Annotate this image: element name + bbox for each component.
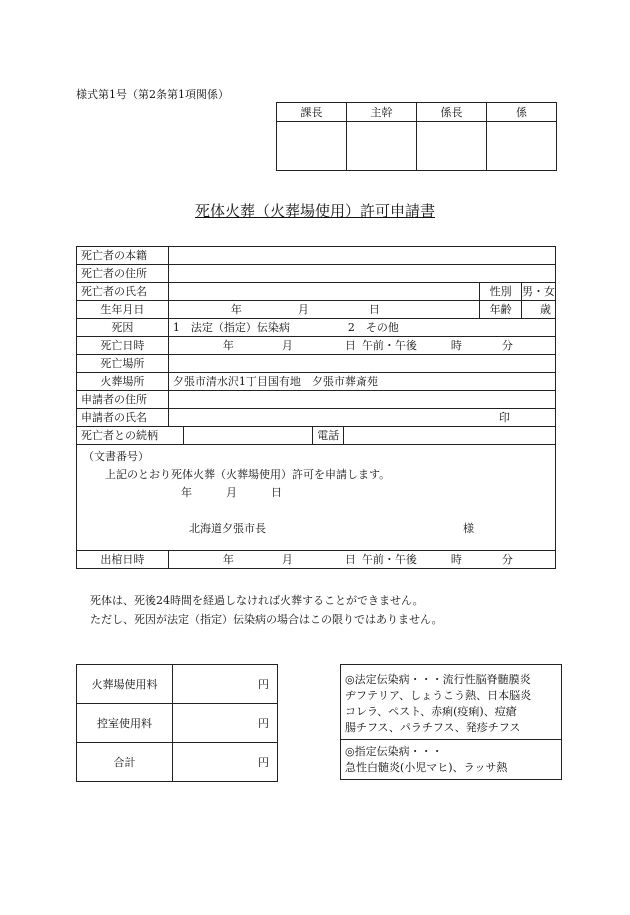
label-kasou-basho: 火葬場所	[77, 373, 169, 391]
page-title: 死体火葬（火葬場使用）許可申請書	[194, 202, 435, 220]
application-form-table	[76, 246, 556, 569]
fee-label: 火葬場使用料	[77, 665, 173, 704]
stamp-header: 課長	[277, 103, 347, 122]
label-shinseisha-jusho: 申請者の住所	[77, 391, 169, 409]
label-shinseisha-shimei: 申請者の氏名	[77, 409, 169, 427]
nen-text: 年	[181, 486, 192, 499]
label-shiin: 死因	[77, 319, 169, 337]
disease-line: コレラ、ペスト、赤痢(疫痢)、痘瘡	[345, 705, 517, 718]
fee-label: 合計	[77, 743, 173, 782]
disease-line: ヂフテリア、しょうこう熱、日本脳炎	[345, 689, 532, 702]
note-line: ただし、死因が法定（指定）伝染病の場合はこの限りではありません。	[90, 613, 443, 626]
fee-amount[interactable]: 円	[173, 743, 278, 782]
addressee: 北海道夕張市長	[189, 522, 266, 535]
shiin-option-1[interactable]: 1 法定（指定）伝染病	[172, 321, 290, 334]
shinseisha-shimei-field[interactable]	[168, 409, 555, 427]
shibou-basho-field[interactable]	[168, 355, 555, 373]
label-jusho: 死亡者の住所	[77, 265, 169, 283]
label-shibou-nichiji: 死亡日時	[77, 337, 169, 355]
shiin-field[interactable]	[168, 319, 555, 337]
label-shibou-basho: 死亡場所	[77, 355, 169, 373]
tsuki-text: 月	[226, 486, 237, 499]
gozen-gogo-text: 午前・午後	[361, 339, 417, 352]
tsuki-text: 月	[281, 339, 293, 352]
shiin-option-2[interactable]: 2 その他	[347, 321, 399, 334]
form-number: 様式第1号（第2条第1項関係）	[76, 88, 229, 101]
ji-text: 時	[450, 339, 462, 352]
shibou-nichiji-field[interactable]	[168, 337, 555, 355]
label-zokugara: 死亡者との続柄	[77, 427, 184, 445]
disease-line: 急性白髄炎(小児マヒ)、ラッサ熱	[345, 761, 508, 774]
disease-line: ◎指定伝染病・・・	[345, 745, 443, 758]
label-denwa: 電話	[313, 427, 344, 445]
ji-text: 時	[450, 553, 462, 566]
hi-text: 日	[344, 339, 356, 352]
label-honseki: 死亡者の本籍	[77, 247, 169, 265]
statement-block	[77, 445, 556, 551]
stamp-cell[interactable]	[277, 122, 347, 171]
tsuki-text: 月	[281, 553, 293, 566]
label-shimei: 死亡者の氏名	[77, 283, 169, 301]
zokugara-field[interactable]	[184, 427, 313, 445]
seibetsu-value[interactable]: 男・女	[521, 283, 555, 301]
shinseisha-jusho-field[interactable]	[168, 391, 555, 409]
stamp-header: 係	[487, 103, 557, 122]
sai-text[interactable]: 歳	[521, 301, 555, 319]
note-line: 死体は、死後24時間を経過しなければ火葬することができません。	[90, 594, 424, 607]
kasou-basho-value: 夕張市清水沢1丁目国有地 夕張市葬斎苑	[168, 373, 555, 391]
stamp-cell[interactable]	[417, 122, 487, 171]
approval-stamp-table	[276, 102, 557, 171]
hi-text: 日	[344, 553, 356, 566]
label-seibetsu: 性別	[480, 283, 522, 301]
denwa-field[interactable]	[344, 427, 556, 445]
nen-text: 年	[230, 303, 242, 316]
label-shukkan: 出棺日時	[77, 551, 169, 569]
jusho-field[interactable]	[168, 265, 555, 283]
stamp-header: 主幹	[347, 103, 417, 122]
fun-text: 分	[501, 553, 513, 566]
fee-amount[interactable]: 円	[173, 704, 278, 743]
disease-line: 腸チフス、パラチフス、発疹チフス	[345, 721, 521, 734]
divider	[341, 739, 561, 740]
gozen-gogo-text: 午前・午後	[361, 553, 417, 566]
shukkan-field[interactable]	[168, 551, 555, 569]
document-number-label: （文書番号）	[83, 450, 149, 463]
nen-text: 年	[222, 339, 234, 352]
hi-text: 日	[271, 486, 282, 499]
fun-text: 分	[501, 339, 513, 352]
shitei-disease-list	[345, 744, 507, 776]
seinengappi-field[interactable]	[168, 301, 480, 319]
stamp-header: 係長	[417, 103, 487, 122]
fee-amount[interactable]: 円	[173, 665, 278, 704]
statement-text: 上記のとおり死体火葬（火葬場使用）許可を申請します。	[105, 468, 391, 481]
tsuki-text: 月	[297, 303, 309, 316]
shimei-field[interactable]	[168, 283, 480, 301]
disease-info-box	[340, 664, 562, 780]
hi-text: 日	[368, 303, 380, 316]
houtei-disease-list	[345, 672, 531, 736]
disease-line: ◎法定伝染病・・・流行性脳脊髄膜炎	[345, 673, 531, 686]
date-line[interactable]	[181, 487, 282, 498]
label-nenrei: 年齢	[480, 301, 522, 319]
seal-mark: 印	[498, 411, 510, 424]
fee-table	[76, 664, 278, 782]
stamp-cell[interactable]	[347, 122, 417, 171]
label-seinengappi: 生年月日	[77, 301, 169, 319]
honorific: 様	[463, 522, 474, 535]
honseki-field[interactable]	[168, 247, 555, 265]
fee-label: 控室使用料	[77, 704, 173, 743]
stamp-cell[interactable]	[487, 122, 557, 171]
nen-text: 年	[222, 553, 234, 566]
